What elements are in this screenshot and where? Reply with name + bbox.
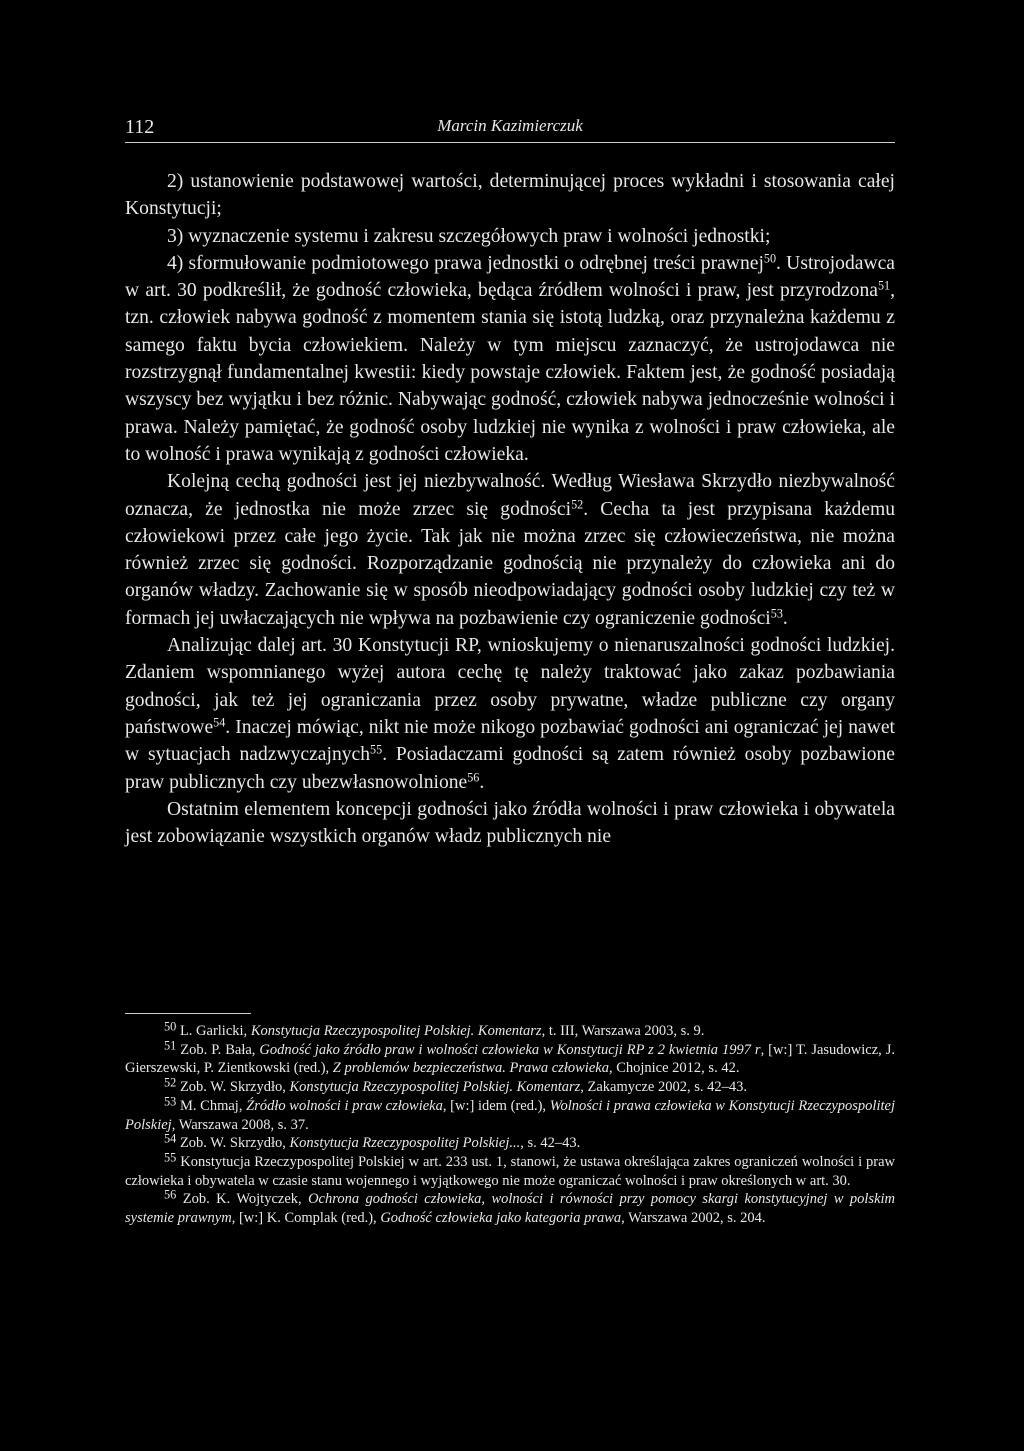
footnote-title: Z problemów bezpieczeństwa. Prawa człowieka [332,1060,609,1077]
paragraph-3-text-c: . Posiadaczami godności są zatem również osoby pozbawione praw publicznych czy ubezwłasnowolnione [125,744,895,793]
footnote-number: 56 [164,1188,177,1203]
footnote-55 [125,1150,895,1190]
paragraph-3-text-d: . [479,771,485,793]
footnote-title: Godność człowieka jako kategoria prawa [380,1210,622,1227]
footnote-text: , [w:] idem (red.), [442,1097,550,1114]
running-header-author: Marcin Kazimierczuk [437,116,583,135]
footnote-text: , Warszawa 2002, s. 204. [621,1210,766,1227]
footnote-ref-51[interactable]: 51 [877,278,891,293]
footnote-text: Konstytucja Rzeczypospolitej Polskiej w art. 233 ust. 1, stanowi, że ustawa określająca zakres ograniczeń wolności i praw człowieka i obywatela w czasie stanu wojennego i wyjątkowego nie może ograniczać wolności i praw określonych w art. 30. [125,1153,895,1189]
list-item-4: 4) sformułowanie podmiotowego prawa jednostki o odrębnej treści prawnej [167,252,764,274]
paragraph-1-text-b: , tzn. człowiek nabywa godność z momentem stania się istotą ludzką, oraz przynależna każdemu z samego faktu bycia człowiekiem. Należy w tym miejscu zaznaczyć, że ustrojodawca nie rozstrzygnął fundamentalnej kwestii: kiedy powstaje człowiek. Faktem jest, że godność posiadają wszyscy bez wyjątku i bez różnic. Nabywając godność, człowiek nabywa jednocześnie wolności i prawa. Należy pamiętać, że godność osoby ludzkiej nie wynika z wolności i praw człowieka, ale to wolność i prawa wynikają z godności człowieka. [125,280,895,465]
footnote-number: 51 [164,1038,177,1053]
footnote-text: L. Garlicki, [179,1023,251,1039]
footnote-title: Godność jako źródło praw i wolności człowieka w Konstytucji RP z 2 kwietnia 1997 r [259,1041,761,1058]
paragraph-1-text-a: . Ustrojodawca w art. 30 podkreślił, że godność człowieka, będąca źródłem wolności i praw, jest przyrodzona [125,252,896,302]
footnote-text: Zob. K. Wojtyczek, [182,1191,309,1208]
footnote-ref-53[interactable]: 53 [770,606,783,621]
footnote-number: 52 [164,1075,177,1090]
paragraph-2-text-c: . [782,607,788,629]
footnote-ref-54[interactable]: 54 [213,715,226,730]
paragraph-2 [125,468,895,632]
footnote-text: , Chojnice 2012, s. 42. [608,1060,740,1077]
footnote-text: Zob. P. Bała, [180,1041,260,1058]
footnote-50 [125,1019,895,1041]
footnote-text: Zob. W. Skrzydło, [179,1135,290,1152]
footnote-number: 55 [164,1150,177,1165]
footnote-53 [125,1094,895,1134]
footnote-text: , Zakamycze 2002, s. 42–43. [580,1079,747,1096]
footnote-number: 50 [164,1019,177,1034]
footnote-text: , t. III, Warszawa 2003, s. 9. [541,1023,705,1039]
footnote-number: 54 [164,1131,177,1146]
footnote-52 [125,1075,895,1097]
footnote-text: M. Chmaj, [179,1097,247,1114]
paragraph-4: Ostatnim elementem koncepcji godności jako źródła wolności i praw człowieka i obywatela jest zobowiązanie wszystkich organów władz publicznych nie [125,798,895,848]
paragraph-1 [125,250,895,468]
footnote-text: , s. 42–43. [520,1135,581,1152]
paragraph-2-text-a: Kolejną cechą godności jest jej niezbywalność. Według Wiesława Skrzydło niezbywalność oznacza, że jednostka nie może zrzec się godności [125,471,895,520]
list-item-2: 2) ustanowienie podstawowej wartości, determinującej proces wykładni i stosowania całej Konstytucji; [125,171,895,220]
footnote-title: Ochrona godności człowieka, wolności i równości przy pomocy skargi konstytucyjnej w polskim systemie prawnym [125,1191,896,1227]
footnote-ref-56[interactable]: 56 [467,769,480,784]
footnote-text: Zob. W. Skrzydło, [179,1079,290,1096]
list-item-3: 3) wyznaczenie systemu i zakresu szczegółowych praw i wolności jednostki; [167,225,771,247]
footnote-54 [125,1131,895,1153]
main-text [125,168,895,850]
running-header [125,112,895,143]
footnote-56 [125,1190,895,1227]
footnote-title: Konstytucja Rzeczypospolitej Polskiej. Komentarz [289,1079,581,1096]
paragraph-3 [125,632,895,796]
footnote-text: , Warszawa 2008, s. 37. [171,1116,309,1133]
footnote-title: Wolności i prawa człowieka w Konstytucji Rzeczypospolitej Polskiej [125,1097,895,1133]
footnote-ref-55[interactable]: 55 [370,742,383,757]
footnotes [125,1019,896,1228]
footnote-divider [125,1013,251,1014]
footnote-title: Konstytucja Rzeczypospolitej Polskiej... [289,1135,521,1152]
paragraph-3-text-b: . Inaczej mówiąc, nikt nie może nikogo pozbawiać godności ani ograniczać jej nawet w sytuacjach nadzwyczajnych [125,716,895,766]
paragraph-3-text-a: Analizując dalej art. 30 Konstytucji RP, wnioskujemy o nienaruszalności godności ludzkiej. Zdaniem wspomnianego wyżej autora cechę tę należy traktować jako zakaz pozbawiania godności, jak też jej ograniczania przez osoby prywatne, władze publiczne czy organy państwowe [125,635,895,738]
footnote-title: Konstytucja Rzeczypospolitej Polskiej. Komentarz [250,1023,542,1039]
page-number: 112 [125,116,155,138]
paragraph-2-text-b: . Cecha ta jest przypisana każdemu człowiekowi przez całe jego życie. Tak jak nie można zrzec się człowieczeństwa, nie można również zrzec się godności. Rozporządzanie godnością nie przynależy do człowieka ani do organów władzy. Zachowanie się w sposób nieodpowiadający godności osoby ludzkiej czy też w formach jej uwłaczających nie wpływa na pozbawienie czy ograniczenie godności [125,498,895,629]
footnote-ref-50[interactable]: 50 [763,251,777,266]
footnote-number: 53 [164,1094,177,1109]
footnote-ref-52[interactable]: 52 [571,496,584,511]
footnote-51 [125,1038,895,1078]
footnote-title: Źródło wolności i praw człowieka [246,1097,443,1114]
footnote-text: , [w:] T. Jasudowicz, J. Gierszewski, P. Zientkowski (red.), [125,1041,895,1077]
footnote-text: , [w:] K. Complak (red.), [231,1210,381,1227]
